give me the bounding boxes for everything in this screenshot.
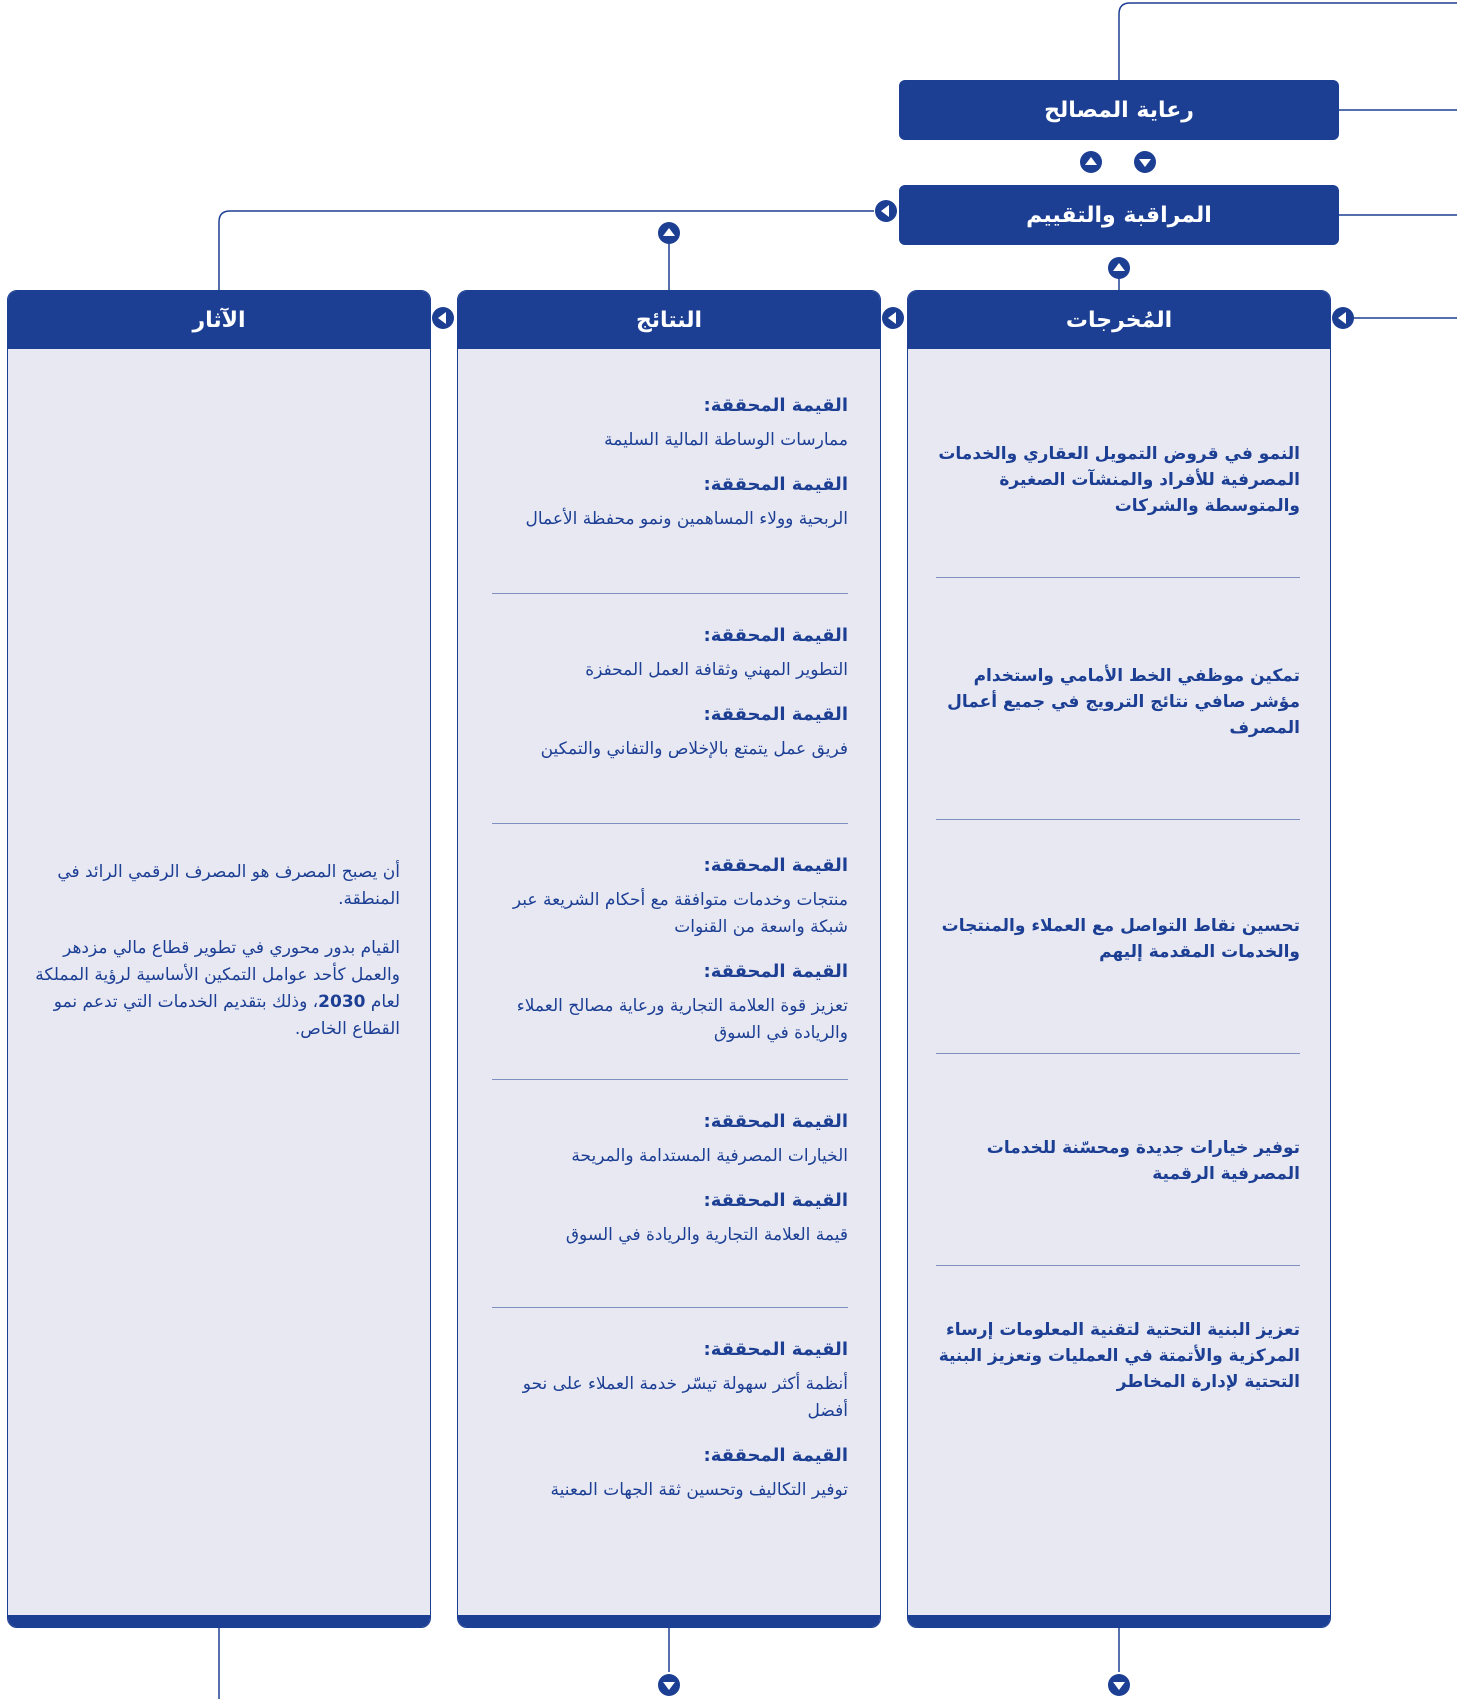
impacts-header <box>8 291 430 349</box>
monitoring-box <box>899 185 1339 245</box>
arrow-left-icon <box>882 307 904 329</box>
value-label: القيمة المحققة: <box>703 474 848 495</box>
separator <box>492 593 848 594</box>
value-text: التطوير المهني وثقافة العمل المحفزة <box>585 660 848 680</box>
value-text: قيمة العلامة التجارية والريادة في السوق <box>565 1225 848 1245</box>
separator <box>492 1307 848 1308</box>
separator <box>936 819 1300 820</box>
value-text: منتجات وخدمات متوافقة مع أحكام الشريعة عبر شبكة واسعة من القنوات <box>512 890 848 937</box>
arrow-left-icon <box>1332 307 1354 329</box>
impacts-title: الآثار <box>192 307 246 333</box>
results-column <box>457 290 881 1628</box>
impacts-text <box>32 859 400 1065</box>
value-text: الربحية وولاء المساهمين ونمو محفظة الأعمال <box>525 509 848 529</box>
results-group <box>484 393 848 551</box>
arrow-down-icon <box>1108 1674 1130 1696</box>
arrow-down-icon <box>658 1674 680 1696</box>
output-item: تحسين نقاط التواصل مع العملاء والمنتجات والخدمات المقدمة إليهم <box>941 916 1300 962</box>
value-text: فريق عمل يتمتع بالإخلاص والتفاني والتمكين <box>540 739 848 759</box>
value-label: القيمة المحققة: <box>703 395 848 416</box>
results-header <box>458 291 880 349</box>
outputs-title: المُخرجات <box>1065 307 1173 333</box>
value-label: القيمة المحققة: <box>703 704 848 725</box>
monitoring-label: المراقبة والتقييم <box>1026 202 1212 228</box>
separator <box>936 1265 1300 1266</box>
value-label: القيمة المحققة: <box>703 1445 848 1466</box>
value-text: ممارسات الوساطة المالية السليمة <box>604 430 848 450</box>
value-label: القيمة المحققة: <box>703 855 848 876</box>
arrow-up-icon <box>1080 151 1102 173</box>
separator <box>936 577 1300 578</box>
arrow-down-icon <box>1134 151 1156 173</box>
value-text: أنظمة أكثر سهولة تيسّر خدمة العملاء على نحو أفضل <box>522 1374 848 1421</box>
separator <box>492 1079 848 1080</box>
vision-year: 2030 <box>318 992 366 1012</box>
stakeholders-box <box>899 80 1339 140</box>
value-label: القيمة المحققة: <box>703 1339 848 1360</box>
arrow-up-icon <box>1108 257 1130 279</box>
value-label: القيمة المحققة: <box>703 1111 848 1132</box>
stakeholders-label: رعاية المصالح <box>1044 97 1194 123</box>
value-text: الخيارات المصرفية المستدامة والمريحة <box>571 1146 848 1166</box>
impact-paragraph <box>32 935 400 1043</box>
arrow-up-icon <box>658 222 680 244</box>
impact-text: القيام بدور محوري في تطوير قطاع مالي مزدهر والعمل كأحد عوامل التمكين الأساسية لرؤية المملكة لعام <box>35 938 400 1012</box>
results-group <box>484 1109 848 1267</box>
outputs-header <box>908 291 1330 349</box>
arrow-left-icon <box>875 200 897 222</box>
outputs-column <box>907 290 1331 1628</box>
results-title: النتائج <box>635 307 703 333</box>
impact-paragraph: أن يصبح المصرف هو المصرف الرقمي الرائد في المنطقة. <box>57 862 400 909</box>
results-group <box>484 623 848 781</box>
separator <box>492 823 848 824</box>
output-item: تمكين موظفي الخط الأمامي واستخدام مؤشر صافي نتائج الترويج في جميع أعمال المصرف <box>947 666 1300 738</box>
value-label: القيمة المحققة: <box>703 625 848 646</box>
value-label: القيمة المحققة: <box>703 961 848 982</box>
separator <box>936 1053 1300 1054</box>
column-footer <box>458 1615 880 1627</box>
impacts-column <box>7 290 431 1628</box>
value-label: القيمة المحققة: <box>703 1190 848 1211</box>
arrow-left-icon <box>432 307 454 329</box>
column-footer <box>908 1615 1330 1627</box>
impact-text: ، وذلك بتقديم الخدمات التي تدعم نمو القطاع الخاص. <box>53 992 400 1039</box>
output-item: تعزيز البنية التحتية لتقنية المعلومات إرساء المركزية والأتمتة في العمليات وتعزيز البنية التحتية لإدارة المخاطر <box>938 1320 1300 1392</box>
output-item: النمو في قروض التمويل العقاري والخدمات المصرفية للأفراد والمنشآت الصغيرة والمتوسطة والشركات <box>938 444 1300 516</box>
column-footer <box>8 1615 430 1627</box>
value-text: تعزيز قوة العلامة التجارية ورعاية مصالح العملاء والريادة في السوق <box>516 996 848 1043</box>
results-group <box>484 1337 848 1522</box>
value-text: توفير التكاليف وتحسين ثقة الجهات المعنية <box>550 1480 848 1500</box>
output-item: توفير خيارات جديدة ومحسّنة للخدمات المصرفية الرقمية <box>986 1138 1300 1184</box>
results-group <box>484 853 848 1065</box>
